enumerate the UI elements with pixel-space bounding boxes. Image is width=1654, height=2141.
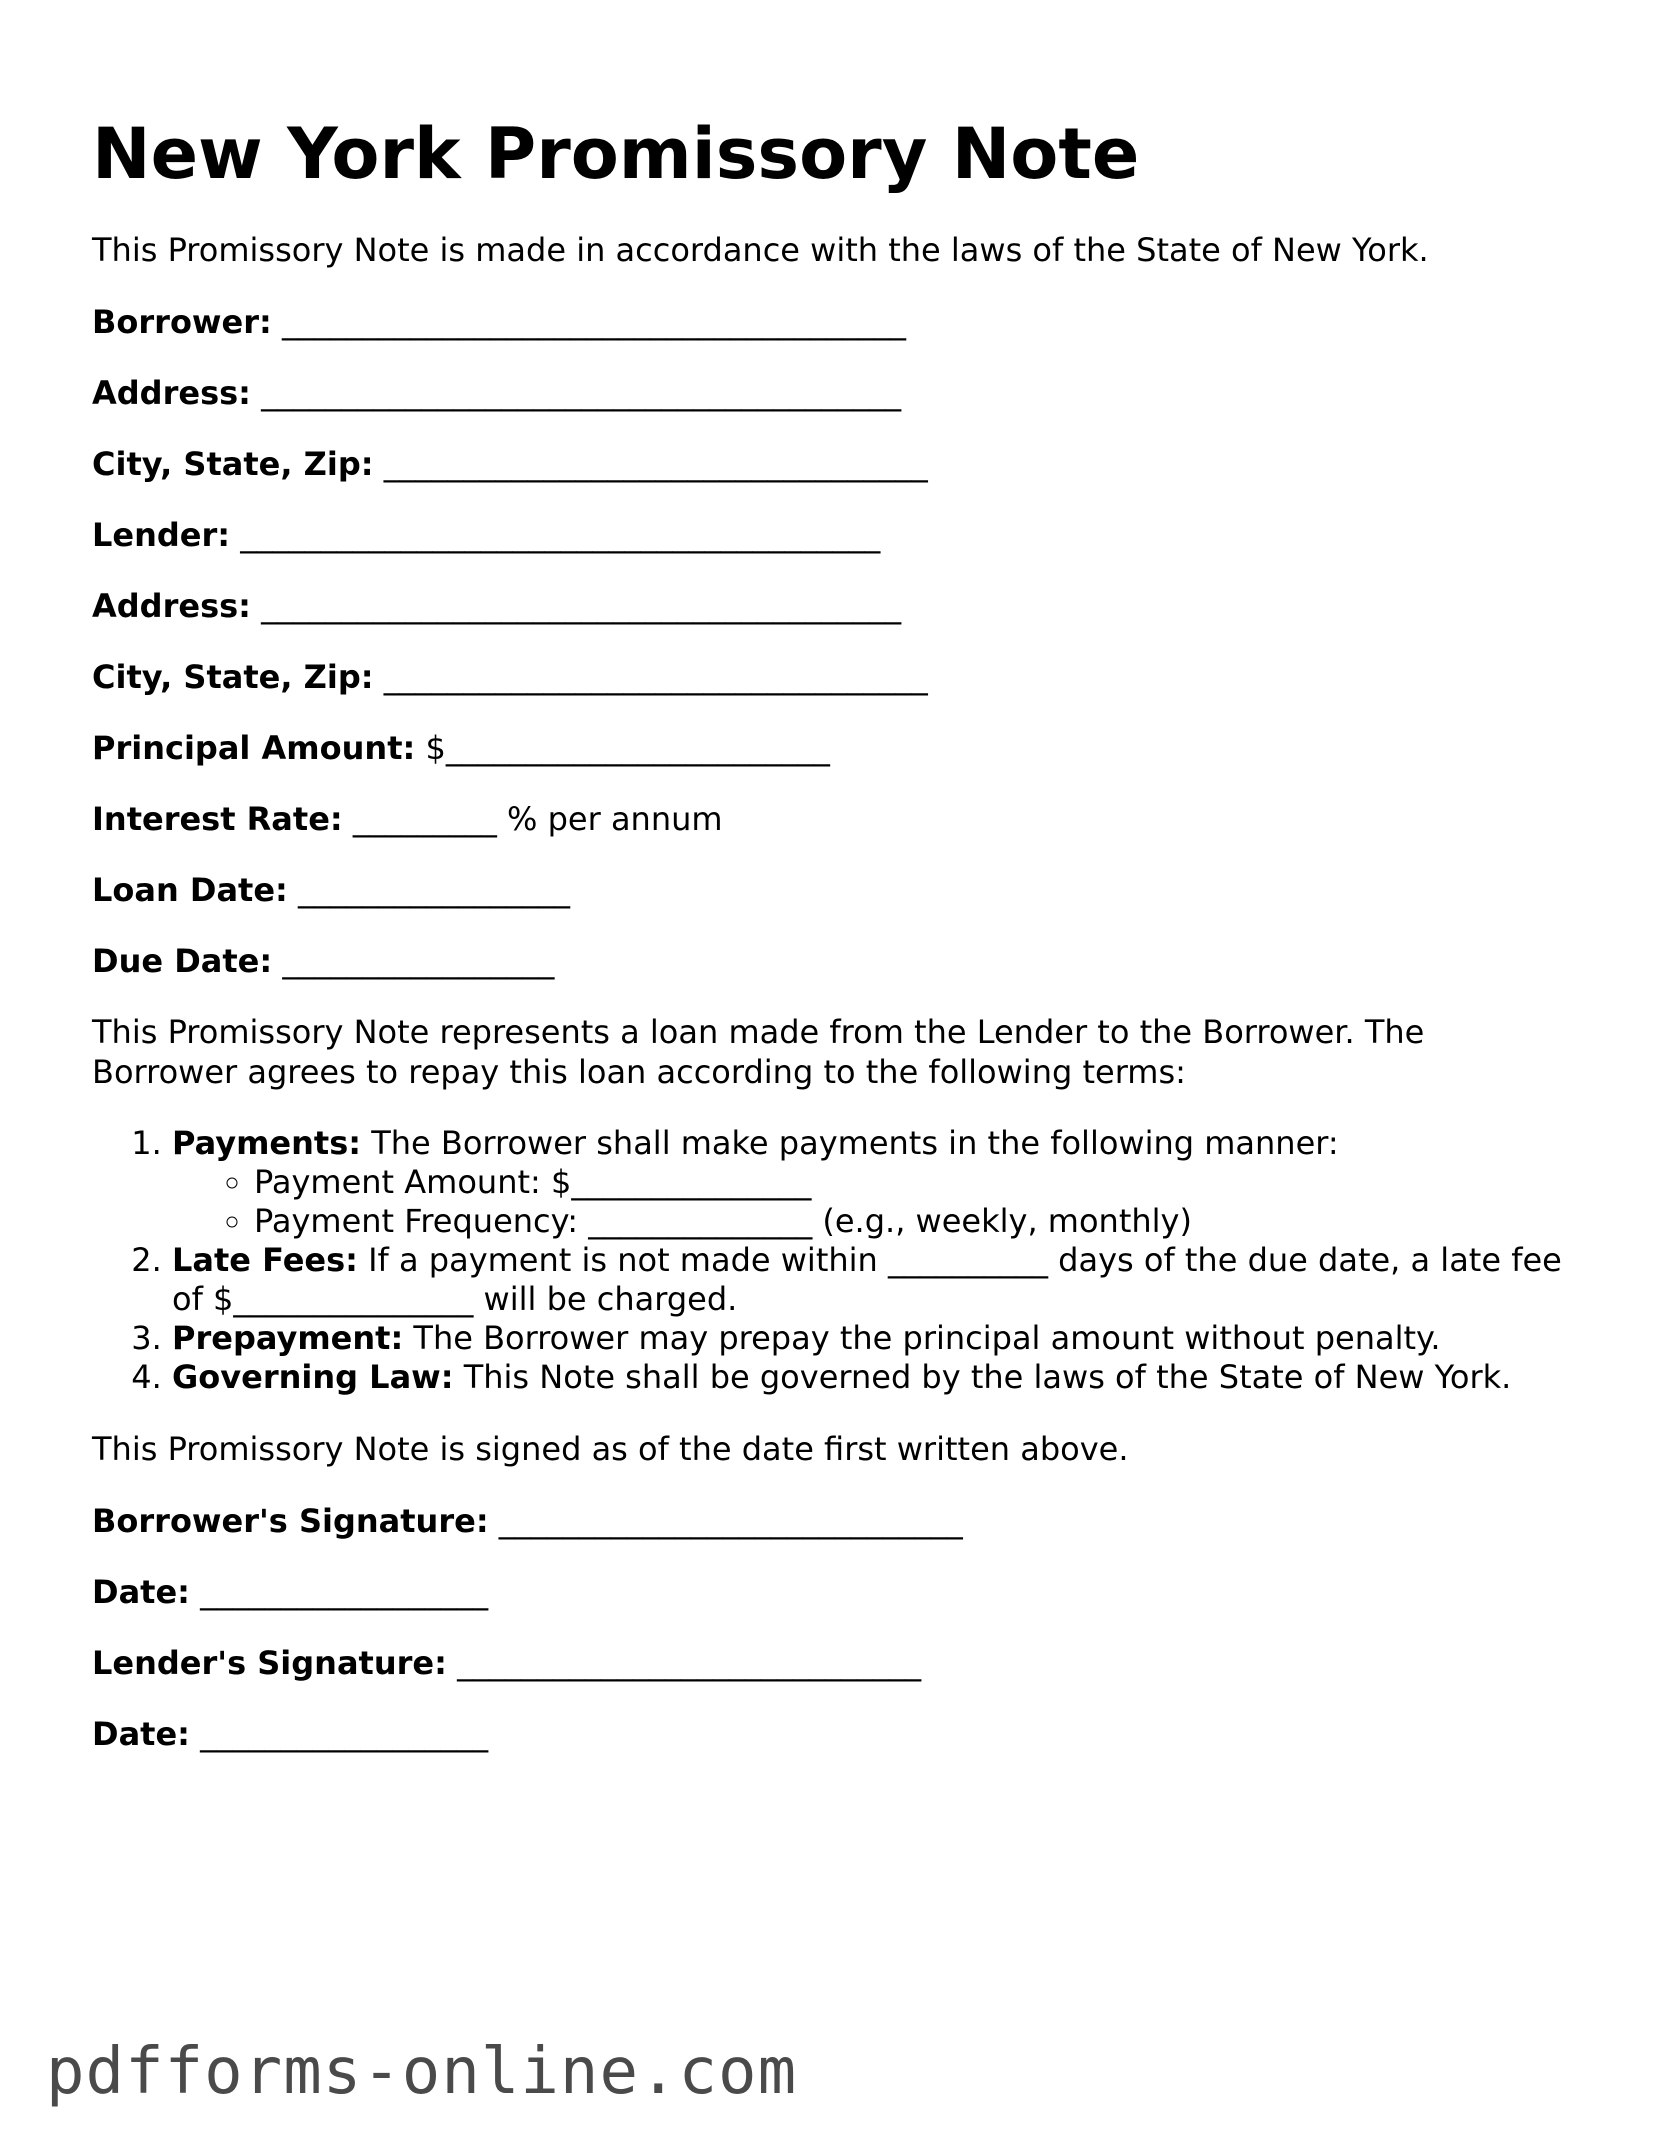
borrower-blank[interactable]: _______________________________________ [271, 303, 906, 341]
term-late-fees-text[interactable]: If a payment is not made within __________ days of the due date, a late fee of $_______________ will be charged. [172, 1241, 1562, 1318]
due-date-label: Due Date: [92, 942, 273, 980]
intro-paragraph: This Promissory Note is made in accordance with the laws of the State of New York. [92, 231, 1429, 269]
due-date-blank[interactable]: _________________ [272, 942, 555, 980]
lender-signature-field[interactable] [92, 1643, 1572, 1683]
term-prepayment [172, 1319, 1572, 1358]
closing-paragraph: This Promissory Note is signed as of the date first written above. [92, 1430, 1129, 1468]
principal-amount-field[interactable] [92, 728, 1572, 768]
borrower-label: Borrower: [92, 303, 272, 341]
term-late-fees-label: Late Fees: [172, 1241, 358, 1279]
lender-label: Lender: [92, 516, 231, 554]
term-prepayment-label: Prepayment: [172, 1319, 404, 1357]
loan-date-field[interactable] [92, 870, 1572, 910]
lender-signature-date-blank[interactable]: __________________ [189, 1715, 489, 1753]
terms-list [92, 1124, 1572, 1397]
borrower-city-state-zip-label: City, State, Zip: [92, 445, 374, 483]
principal-amount-label: Principal Amount: [92, 729, 416, 767]
lender-blank[interactable]: ________________________________________ [230, 516, 881, 554]
lender-field[interactable] [92, 515, 1572, 555]
lender-city-state-zip-label: City, State, Zip: [92, 658, 374, 696]
interest-rate-label: Interest Rate: [92, 800, 343, 838]
lender-city-state-zip-blank[interactable]: __________________________________ [373, 658, 928, 696]
term-governing-law [172, 1358, 1572, 1397]
borrower-signature-date-label: Date: [92, 1573, 190, 1611]
lender-city-state-zip-field[interactable] [92, 657, 1572, 697]
term-governing-law-text: This Note shall be governed by the laws of the State of New York. [453, 1358, 1512, 1396]
borrower-address-blank[interactable]: ________________________________________ [250, 374, 902, 412]
borrower-signature-date-blank[interactable]: __________________ [189, 1573, 489, 1611]
borrower-city-state-zip-blank[interactable]: __________________________________ [373, 445, 928, 483]
document-page [92, 112, 1572, 1785]
term-governing-law-label: Governing Law: [172, 1358, 454, 1396]
lender-signature-date-field[interactable] [92, 1714, 1572, 1754]
loan-statement-paragraph: This Promissory Note represents a loan made from the Lender to the Borrower. The Borrower agrees to repay this loan according to the following terms: [92, 1013, 1425, 1091]
term-payments-text: The Borrower shall make payments in the following manner: [361, 1124, 1339, 1162]
payment-amount-item[interactable]: ◦ Payment Amount: $_______________ [254, 1163, 1572, 1202]
principal-amount-blank[interactable]: $________________________ [415, 729, 830, 767]
payment-frequency-item[interactable]: ◦ Payment Frequency: ______________ (e.g., weekly, monthly) [254, 1202, 1572, 1241]
lender-address-field[interactable] [92, 586, 1572, 626]
term-late-fees [172, 1241, 1572, 1319]
borrower-field[interactable] [92, 302, 1572, 342]
borrower-signature-label: Borrower's Signature: [92, 1502, 489, 1540]
document-title: New York Promissory Note [92, 113, 1140, 195]
borrower-signature-blank[interactable]: _____________________________ [488, 1502, 963, 1540]
borrower-signature-field[interactable] [92, 1501, 1572, 1541]
lender-address-blank[interactable]: ________________________________________ [250, 587, 902, 625]
term-payments [172, 1124, 1572, 1241]
term-prepayment-text: The Borrower may prepay the principal amount without penalty. [403, 1319, 1441, 1357]
interest-rate-blank[interactable]: _________ % per annum [342, 800, 723, 838]
loan-date-label: Loan Date: [92, 871, 288, 909]
payments-sublist [172, 1163, 1572, 1241]
interest-rate-field[interactable] [92, 799, 1572, 839]
site-watermark: pdfforms-online.com [46, 2035, 798, 2109]
lender-signature-date-label: Date: [92, 1715, 190, 1753]
due-date-field[interactable] [92, 941, 1572, 981]
lender-signature-label: Lender's Signature: [92, 1644, 447, 1682]
borrower-address-field[interactable] [92, 373, 1572, 413]
lender-signature-blank[interactable]: _____________________________ [446, 1644, 922, 1682]
borrower-address-label: Address: [92, 374, 251, 412]
borrower-city-state-zip-field[interactable] [92, 444, 1572, 484]
lender-address-label: Address: [92, 587, 251, 625]
borrower-signature-date-field[interactable] [92, 1572, 1572, 1612]
term-payments-label: Payments: [172, 1124, 362, 1162]
loan-date-blank[interactable]: _________________ [287, 871, 571, 909]
